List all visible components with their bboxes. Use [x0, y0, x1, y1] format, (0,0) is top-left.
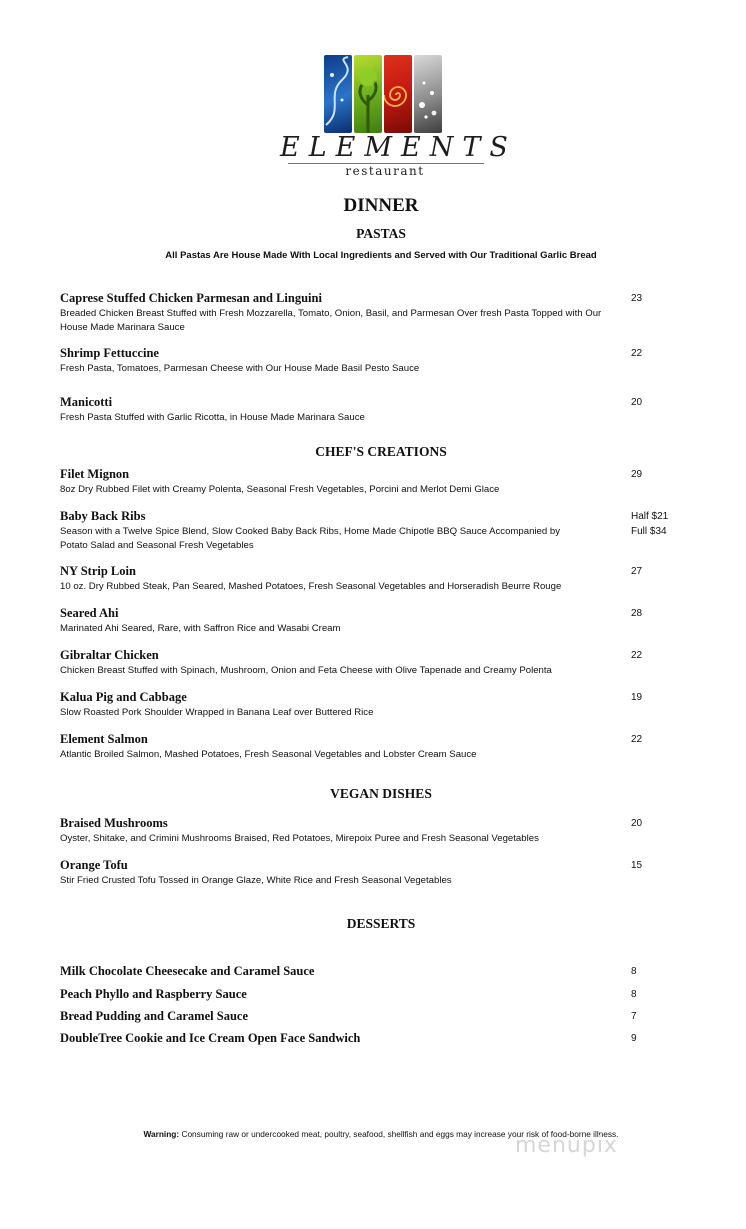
item-price: 20: [631, 397, 643, 408]
item-price: 28: [631, 608, 643, 619]
section-heading-vegan-dishes: VEGAN DISHES: [330, 786, 432, 801]
logo-water-panel: [324, 55, 352, 133]
menu-item: [60, 467, 620, 497]
item-price: 23: [631, 293, 643, 304]
item-name: Braised Mushrooms: [60, 816, 168, 830]
item-name: Caprese Stuffed Chicken Parmesan and Linguini: [60, 291, 322, 305]
menu-item: [60, 690, 620, 720]
restaurant-logo: [280, 50, 517, 180]
logo-air-panel: [414, 55, 442, 133]
dessert-item-name: DoubleTree Cookie and Ice Cream Open Face Sandwich: [60, 1031, 361, 1045]
menu-item: [60, 816, 620, 846]
dessert-item-name: Bread Pudding and Caramel Sauce: [60, 1009, 248, 1023]
item-description: Atlantic Broiled Salmon, Mashed Potatoes, Fresh Seasonal Vegetables and Lobster Cream Sauce: [60, 749, 477, 760]
item-price: 22: [631, 734, 643, 745]
item-price: 15: [631, 860, 643, 871]
item-description: 8oz Dry Rubbed Filet with Creamy Polenta, Seasonal Fresh Vegetables, Porcini and Merlot Demi Glace: [60, 484, 500, 495]
menu-item: [60, 346, 620, 376]
tree-icon: [354, 55, 382, 133]
item-price-half: Half $21: [631, 511, 669, 522]
water-swirl-icon: [324, 55, 352, 133]
menu-item: [60, 395, 620, 425]
dessert-item-name: Peach Phyllo and Raspberry Sauce: [60, 987, 247, 1001]
logo-element-panels: [324, 55, 444, 133]
item-name: Element Salmon: [60, 732, 148, 746]
food-safety-warning: [0, 1129, 746, 1139]
item-price-full: Full $34: [631, 526, 667, 537]
item-price: 8: [631, 989, 637, 1000]
watermark: menupix: [515, 1133, 618, 1158]
logo-fire-panel: [384, 55, 412, 133]
air-bubbles-icon: [414, 55, 442, 133]
menu-item: [60, 564, 620, 594]
menu-item: [60, 291, 620, 335]
menu-item: [60, 648, 620, 678]
item-description: Stir Fried Crusted Tofu Tossed in Orange Glaze, White Rice and Fresh Seasonal Vegetables: [60, 875, 452, 886]
menu-item: [60, 606, 620, 636]
item-name: Baby Back Ribs: [60, 509, 146, 523]
item-name: Seared Ahi: [60, 606, 119, 620]
item-name: Orange Tofu: [60, 858, 128, 872]
item-name: NY Strip Loin: [60, 564, 136, 578]
item-name: Gibraltar Chicken: [60, 648, 159, 662]
item-price: 7: [631, 1011, 637, 1022]
section-heading-desserts: DESSERTS: [346, 916, 416, 931]
logo-subtitle: restaurant: [345, 164, 425, 178]
item-price: 29: [631, 469, 643, 480]
item-description: Chicken Breast Stuffed with Spinach, Mushroom, Onion and Feta Cheese with Olive Tapenade and Creamy Polenta: [60, 665, 552, 676]
item-price: 20: [631, 818, 643, 829]
menu-item: [60, 732, 620, 762]
dessert-item-name: Milk Chocolate Cheesecake and Caramel Sauce: [60, 964, 315, 978]
fire-spiral-icon: [384, 55, 412, 133]
item-description: 10 oz. Dry Rubbed Steak, Pan Seared, Mashed Potatoes, Fresh Seasonal Vegetables and Horseradish Beurre Rouge: [60, 581, 562, 592]
item-price: 19: [631, 692, 643, 703]
item-name: Kalua Pig and Cabbage: [60, 690, 187, 704]
item-description: Oyster, Shitake, and Crimini Mushrooms Braised, Red Potatoes, Mirepoix Puree and Fresh Seasonal Vegetables: [60, 833, 539, 844]
section-heading-chefs-creations: CHEF'S CREATIONS: [315, 444, 447, 459]
item-description: Fresh Pasta, Tomatoes, Parmesan Cheese with Our House Made Basil Pesto Sauce: [60, 363, 420, 374]
item-price: 8: [631, 966, 637, 977]
logo-wordmark: ELEMENTS: [280, 132, 517, 163]
warning-label: Warning:: [143, 1129, 180, 1139]
item-price: 27: [631, 566, 643, 577]
warning-text: Consuming raw or undercooked meat, poultry, seafood, shellfish and eggs may increase your risk of food-borne illness.: [179, 1129, 619, 1139]
menu-item: [60, 858, 620, 888]
item-description: Breaded Chicken Breast Stuffed with Fresh Mozzarella, Tomato, Onion, Basil, and Parmesan Over fresh Pasta Topped with Our House Made Marinara Sauce: [60, 308, 602, 333]
item-description: Fresh Pasta Stuffed with Garlic Ricotta, in House Made Marinara Sauce: [60, 412, 365, 423]
item-price: 9: [631, 1033, 637, 1044]
menu-title: DINNER: [343, 195, 419, 216]
logo-earth-panel: [354, 55, 382, 133]
item-description: Season with a Twelve Spice Blend, Slow Cooked Baby Back Ribs, Home Made Chipotle BBQ Sauce Accompanied by Potato Salad and Seasonal Fresh Vegetables: [60, 526, 561, 551]
section-heading-pastas: PASTAS: [356, 226, 406, 241]
menu-item: [60, 509, 620, 553]
item-price: 22: [631, 650, 643, 661]
item-name: Shrimp Fettuccine: [60, 346, 159, 360]
item-name: Manicotti: [60, 395, 113, 409]
item-name: Filet Mignon: [60, 467, 130, 481]
item-description: Slow Roasted Pork Shoulder Wrapped in Banana Leaf over Buttered Rice: [60, 707, 374, 718]
item-description: Marinated Ahi Seared, Rare, with Saffron Rice and Wasabi Cream: [60, 623, 341, 634]
pastas-intro: All Pastas Are House Made With Local Ingredients and Served with Our Traditional Garlic Bread: [165, 250, 597, 261]
item-price: 22: [631, 348, 643, 359]
